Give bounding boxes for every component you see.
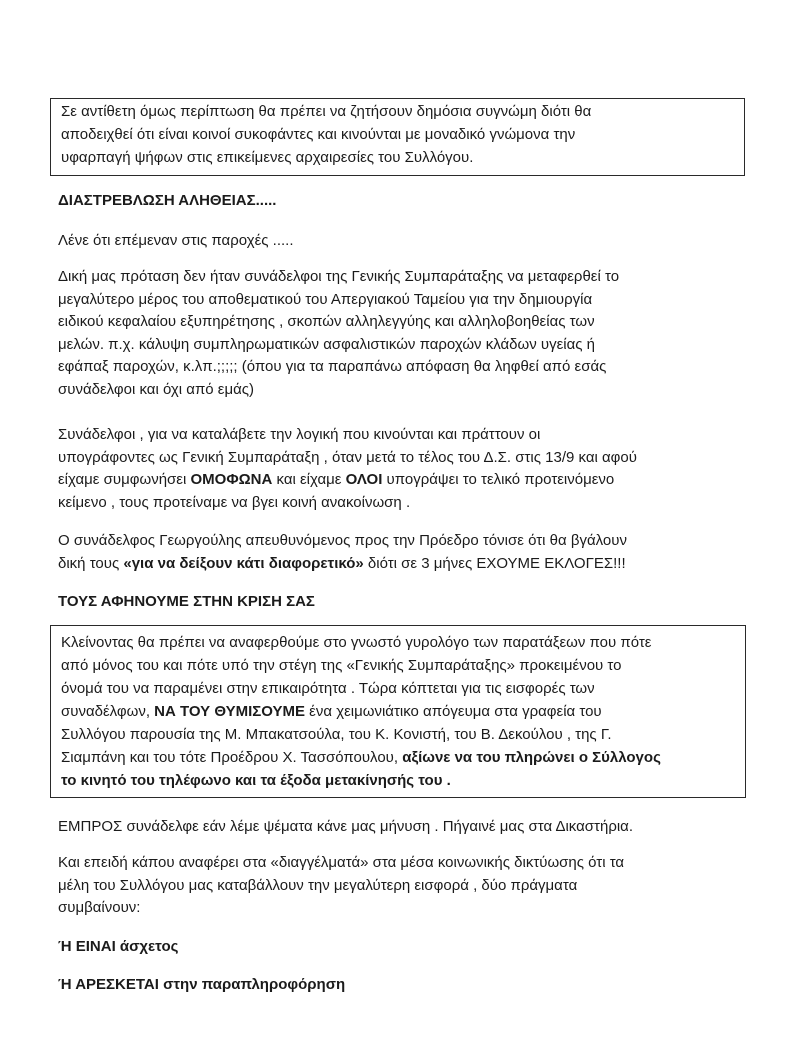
- boxed-paragraph-closing: [50, 625, 746, 798]
- emphasis-remind-him: ΝΑ ΤΟΥ ΘΥΜΙΣΟΥΜΕ: [154, 703, 305, 720]
- text-line: [58, 469, 738, 492]
- text-run: είχαμε συμφωνήσει: [58, 471, 191, 488]
- text-line: Ο συνάδελφος Γεωργούλης απευθυνόμενος προς την Πρόεδρο τόνισε ότι θα βγάλουν: [58, 532, 627, 549]
- text-line: κείμενο , τους προτείναμε να βγει κοινή ανακοίνωση .: [58, 493, 411, 511]
- text-line: όνομά του να παραμένει στην επικαιρότητα . Τώρα κόπτεται για τις εισφορές των: [61, 680, 595, 697]
- option-misinformation: Ή ΑΡΕΣΚΕΤΑΙ στην παραπληροφόρηση: [58, 976, 346, 993]
- text-line-emphasis: το κινητό του τηλέφωνο και τα έξοδα μετακίνησής του .: [61, 772, 451, 789]
- text-run: Σιαμπάνη και του τότε Προέδρου Χ. Τασσόπουλου,: [61, 749, 403, 766]
- paragraph-georgoulis: [58, 530, 738, 575]
- emphasis-quote: «για να δείξουν κάτι διαφορετικό»: [123, 554, 364, 572]
- text-line: Δική μας πρόταση δεν ήταν συνάδελφοι της Γενικής Συμπαράταξης να μεταφερθεί το: [58, 268, 620, 285]
- text-line: Και επειδή κάπου αναφέρει στα «διαγγέλματά» στα μέσα κοινωνικής δικτύωσης ότι τα: [58, 854, 625, 871]
- paragraph-joint-announcement: [58, 424, 738, 514]
- text-line: από μόνος του και πότε υπό την στέγη της «Γενικής Συμπαράταξης» προκειμένου το: [61, 657, 622, 674]
- emphasis-unanimously: ΟΜΟΦΩΝΑ: [190, 471, 273, 488]
- text-line: συνάδελφοι και όχι από εμάς): [58, 380, 255, 398]
- text-run: δική τους: [58, 554, 124, 572]
- text-line: υφαρπαγή ψήφων στις επικείμενες αρχαιρεσίες του Συλλόγου.: [61, 149, 474, 166]
- text-line: Συνάδελφοι , για να καταλάβετε την λογική που κινούνται και πράττουν οι: [58, 426, 541, 443]
- paragraph-they-say: Λένε ότι επέμεναν στις παροχές .....: [58, 232, 294, 249]
- text-line: [58, 553, 738, 576]
- heading-distortion-of-truth: ΔΙΑΣΤΡΕΒΛΩΣΗ ΑΛΗΘΕΙΑΣ.....: [58, 192, 277, 209]
- paragraph-since-he-mentions: [58, 852, 738, 920]
- emphasis-demanded: αξίωνε να του πληρώνει ο Σύλλογος: [402, 749, 661, 766]
- emphasis-all: ΟΛΟΙ: [345, 471, 383, 488]
- boxed-paragraph-apology: [50, 98, 745, 176]
- text-line: [61, 701, 602, 724]
- text-line: συμβαίνουν:: [58, 899, 141, 916]
- heading-we-leave-it-to-you: ΤΟΥΣ ΑΦΗΝΟΥΜΕ ΣΤΗΝ ΚΡΙΣΗ ΣΑΣ: [58, 593, 315, 610]
- paragraph-forward-colleague: ΕΜΠΡΟΣ συνάδελφε εάν λέμε ψέματα κάνε μας μήνυση . Πήγαινέ μας στα Δικαστήρια.: [58, 818, 634, 835]
- text-line: Συλλόγου παρουσία της Μ. Μπακατσούλα, του Κ. Κονιστή, του Β. Δεκούλου , της Γ.: [61, 726, 612, 743]
- text-run: ένα χειμωνιάτικο απόγευμα στα γραφεία του: [305, 703, 602, 720]
- text-line: ειδικού κεφαλαίου εξυπηρέτησης , σκοπών αλληλεγγύης και αλληλοβοηθείας των: [58, 313, 595, 330]
- text-line: μελών. π.χ. κάλυψη συμπληρωματικών ασφαλιστικών παροχών κλάδων υγείας ή: [58, 335, 596, 353]
- paragraph-our-proposal: [58, 266, 738, 401]
- text-line: μεγαλύτερο μέρος του αποθεματικού του Απεργιακού Ταμείου για την δημιουργία: [58, 290, 593, 308]
- text-run: και είχαμε: [272, 471, 346, 488]
- text-run: διότι σε 3 μήνες ΕΧΟΥΜΕ ΕΚΛΟΓΕΣ!!!: [363, 554, 626, 572]
- text-run: υπογράψει το τελικό προτεινόμενο: [382, 471, 615, 488]
- text-line: μέλη του Συλλόγου μας καταβάλλουν την μεγαλύτερη εισφορά , δύο πράγματα: [58, 876, 578, 894]
- text-line: εφάπαξ παροχών, κ.λπ.;;;;; (όπου για τα παραπάνω απόφαση θα ληφθεί από εσάς: [58, 358, 607, 375]
- option-irrelevant: Ή ΕΙΝΑΙ άσχετος: [58, 938, 179, 955]
- text-line: Κλείνοντας θα πρέπει να αναφερθούμε στο γνωστό γυρολόγο των παρατάξεων που πότε: [61, 634, 652, 651]
- text-line: υπογράφοντες ως Γενική Συμπαράταξη , όταν μετά το τέλος του Δ.Σ. στις 13/9 και αφού: [58, 448, 637, 466]
- text-line: [61, 747, 661, 770]
- text-line: Σε αντίθετη όμως περίπτωση θα πρέπει να ζητήσουν δημόσια συγνώμη διότι θα: [61, 103, 592, 120]
- text-line: αποδειχθεί ότι είναι κοινοί συκοφάντες και κινούνται με μοναδικό γνώμονα την: [61, 126, 576, 143]
- text-run: συναδέλφων,: [61, 703, 155, 720]
